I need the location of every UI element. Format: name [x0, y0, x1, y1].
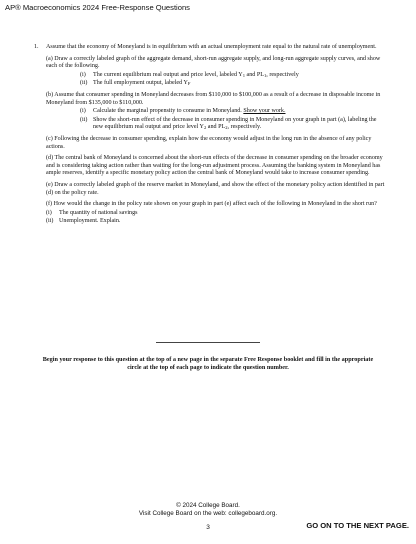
part-f	[34, 201, 388, 226]
part-f-text: (f) How would the change in the policy rate shown on your graph in part (e) affect each of the following in Moneyland in the short run?	[46, 201, 377, 208]
part-a-item-ii-text	[93, 80, 388, 88]
visit-text: Visit College Board on the web: collegeboard.org.	[138, 510, 278, 517]
subscript: 1	[263, 72, 267, 78]
question-stem: Assume that the economy of Moneyland is in equilibrium with an actual unemployment rate equal to the natural rate of unemployment.	[46, 44, 377, 50]
text-segment: , respectively	[266, 71, 299, 78]
text-segment: Show the short-run effect of the decrease in consumer spending in Moneyland on your graph in part (a), labeling the new equilibrium real output and price level Y	[93, 116, 377, 131]
part-b-item-i	[46, 108, 388, 116]
question-number: 1.	[34, 44, 39, 50]
subscript: 1	[242, 72, 245, 78]
part-c-text: (c) Following the decrease in consumer spending, explain how the economy would adjust in the long run in the absence of any policy actions.	[46, 135, 372, 150]
part-b-item-ii-text	[93, 117, 388, 132]
part-f-item-ii-text: Unemployment. Explain.	[59, 218, 121, 225]
part-b	[34, 92, 388, 132]
part-f-item-i	[46, 210, 388, 218]
part-a-item-i-text	[93, 72, 388, 80]
text-segment: The full employment output, labeled Y	[93, 80, 188, 87]
question-stem-row	[34, 44, 388, 52]
part-e-text: (e) Draw a correctly labeled graph of the reserve market in Moneyland, and show the effect of the monetary policy action identified in part (d) on the policy rate.	[46, 181, 385, 196]
text-segment: and PL	[206, 124, 226, 131]
page-header: AP® Macroeconomics 2024 Free-Response Questions	[5, 3, 190, 12]
part-f-item-ii	[46, 218, 388, 226]
part-f-item-i-text: The quantity of national savings	[59, 209, 138, 216]
part-a-item-i	[46, 72, 388, 80]
part-e	[34, 182, 388, 197]
subscript: 2	[225, 125, 228, 131]
page-number: 3	[206, 524, 210, 531]
text-segment: and PL	[245, 71, 264, 78]
response-instructions: Begin your response to this question at the top of a new page in the separate Free Response booklet and fill in the appropriate circle at the top of each page to indicate the question number.	[42, 356, 374, 371]
text-segment: , respectively.	[227, 124, 262, 131]
subscript: 2	[203, 125, 207, 131]
separator-rule	[156, 342, 260, 343]
roman-numeral: (i)	[80, 71, 86, 78]
part-b-item-ii	[46, 117, 388, 132]
roman-numeral: (i)	[80, 108, 86, 115]
subscript: F	[187, 81, 191, 87]
part-b-text: (b) Assume that consumer spending in Moneyland decreases from $110,000 to $100,000 as a result of a decrease in disposable income in Moneyland from $135,000 to $110,000.	[46, 91, 381, 106]
roman-numeral: (ii)	[46, 218, 54, 225]
copyright-text: © 2024 College Board.	[176, 502, 240, 509]
part-a-item-ii	[46, 80, 388, 88]
roman-numeral: (ii)	[80, 116, 88, 123]
part-d	[34, 155, 388, 178]
page-footer	[100, 502, 316, 518]
part-a-text: (a) Draw a correctly labeled graph of the aggregate demand, short-run aggregate supply, and long-run aggregate supply curves, and show each of the following.	[46, 55, 381, 70]
underlined-instruction: Show your work.	[243, 108, 286, 115]
roman-numeral: (ii)	[80, 80, 88, 87]
text-segment: The current equilibrium real output and price level, labeled Y	[93, 71, 243, 78]
part-a	[34, 56, 388, 88]
text-segment: Calculate the marginal propensity to consume in Moneyland.	[93, 108, 244, 115]
part-c	[34, 136, 388, 151]
part-b-item-i-text	[93, 108, 388, 116]
go-on-notice: GO ON TO THE NEXT PAGE.	[306, 521, 409, 530]
part-d-text: (d) The central bank of Moneyland is concerned about the short-run effects of the decrease in consumer spending on the broader economy and is considering taking action rather than waiting for the long-run adjustment process. Assuming the banking system in Moneyland has ample reserves, identify a specific monetary policy action the central bank of Moneyland would take to increase consumer spending.	[46, 155, 383, 177]
roman-numeral: (i)	[46, 209, 52, 216]
question-1	[34, 44, 388, 226]
